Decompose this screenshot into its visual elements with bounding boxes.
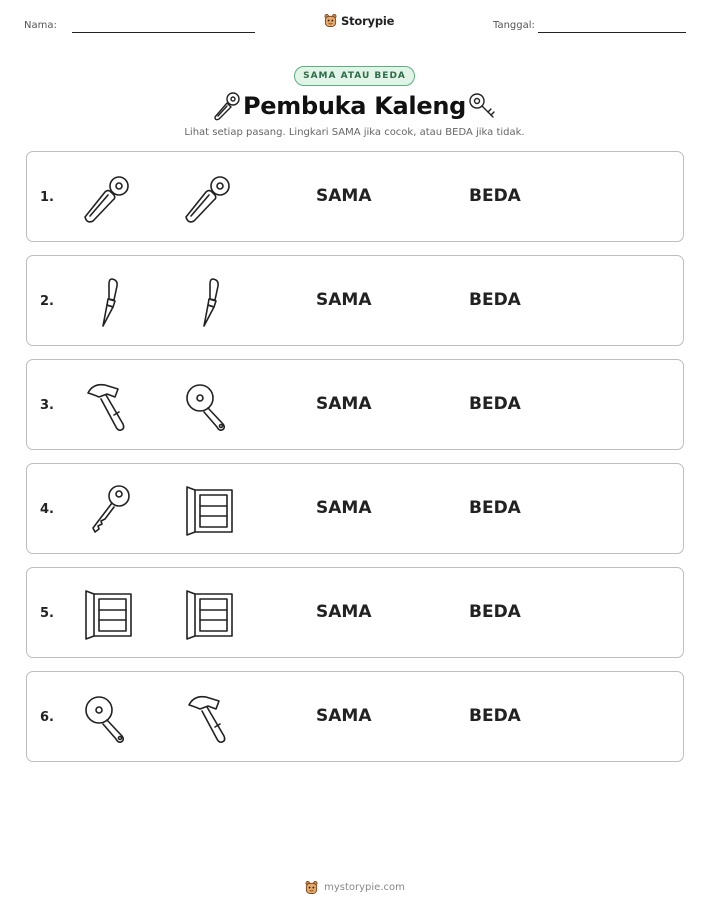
question-row-4: [26, 463, 684, 554]
same-option[interactable]: SAMA: [316, 706, 372, 726]
row-number: 3.: [40, 398, 54, 413]
different-option[interactable]: BEDA: [469, 498, 521, 518]
instructions: Lihat setiap pasang. Lingkari SAMA jika cocok, atau BEDA jika tidak.: [184, 127, 525, 138]
hammer-icon: [182, 692, 238, 744]
row-number: 4.: [40, 502, 54, 517]
row-number: 1.: [40, 190, 54, 205]
different-option[interactable]: BEDA: [469, 290, 521, 310]
can-opener-icon: [182, 172, 238, 224]
key-icon: [81, 484, 137, 536]
same-option[interactable]: SAMA: [316, 186, 372, 206]
cabinet-icon: [182, 588, 238, 640]
craft-knife-icon: [182, 276, 238, 328]
cabinet-icon: [81, 588, 137, 640]
brand-logo: [323, 13, 394, 28]
pizza-cutter-icon: [81, 692, 137, 744]
brand-name: Storypie: [341, 13, 395, 28]
date-label: Tanggal:: [493, 20, 535, 31]
different-option[interactable]: BEDA: [469, 186, 521, 206]
hammer-icon: [81, 380, 137, 432]
question-row-3: [26, 359, 684, 450]
same-option[interactable]: SAMA: [316, 498, 372, 518]
same-option[interactable]: SAMA: [316, 602, 372, 622]
page-title: Pembuka Kaleng: [242, 92, 466, 120]
different-option[interactable]: BEDA: [469, 394, 521, 414]
badge: SAMA ATAU BEDA: [294, 66, 415, 86]
question-row-6: [26, 671, 684, 762]
date-line[interactable]: [538, 32, 686, 33]
pizza-cutter-icon: [182, 380, 238, 432]
question-row-2: [26, 255, 684, 346]
title-key-icon: [466, 90, 498, 126]
different-option[interactable]: BEDA: [469, 706, 521, 726]
row-number: 5.: [40, 606, 54, 621]
different-option[interactable]: BEDA: [469, 602, 521, 622]
row-number: 2.: [40, 294, 54, 309]
name-line[interactable]: [72, 32, 255, 33]
question-row-5: [26, 567, 684, 658]
same-option[interactable]: SAMA: [316, 394, 372, 414]
name-label: Nama:: [24, 20, 57, 31]
can-opener-icon: [81, 172, 137, 224]
row-number: 6.: [40, 710, 54, 725]
craft-knife-icon: [81, 276, 137, 328]
storypie-mascot-icon: [304, 880, 319, 895]
footer-url[interactable]: mystorypie.com: [324, 882, 405, 893]
cabinet-icon: [182, 484, 238, 536]
question-row-1: [26, 151, 684, 242]
footer: [0, 880, 709, 895]
storypie-mascot-icon: [323, 13, 338, 28]
same-option[interactable]: SAMA: [316, 290, 372, 310]
